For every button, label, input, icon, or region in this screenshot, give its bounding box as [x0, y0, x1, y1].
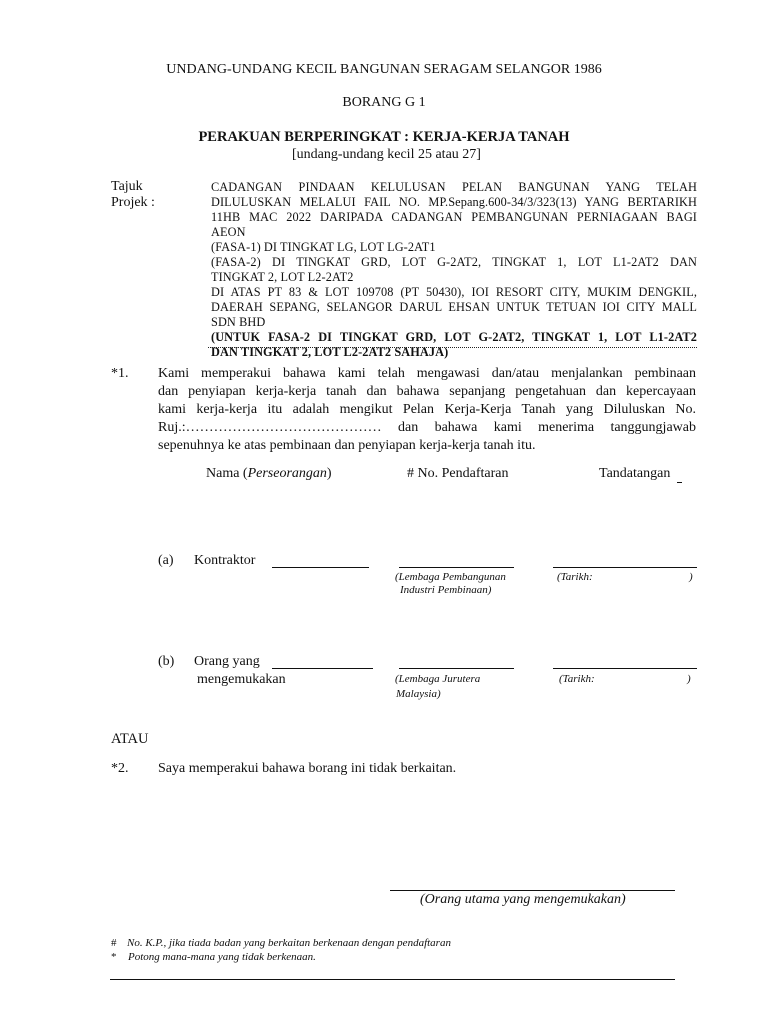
- row-b-signature-line: [553, 668, 697, 669]
- row-b-reg-note: Malaysia): [396, 688, 441, 700]
- row-a-date-label: (Tarikh:: [557, 571, 593, 583]
- row-a-reg-note: (Lembaga Pembangunan: [395, 571, 506, 583]
- project-line: CADANGAN PINDAAN KELULUSAN PELAN BANGUNAN YANG TELAH: [211, 180, 697, 194]
- row-b-marker: (b): [158, 654, 175, 669]
- column-registration: # No. Pendaftaran: [407, 466, 509, 481]
- footnote-hash-text: No. K.P., jika tiada badan yang berkaitan berkenaan dengan pendaftaran: [127, 937, 451, 949]
- project-dotted-rule: [208, 347, 697, 348]
- act-title: UNDANG-UNDANG KECIL BANGUNAN SERAGAM SELANGOR 1986: [166, 62, 602, 77]
- project-line: (FASA-1) DI TINGKAT LG, LOT LG-2AT1: [211, 240, 436, 254]
- project-line: DAERAH SEPANG, SELANGOR DARUL EHSAN UNTUK TETUAN IOI CITY MALL: [211, 300, 697, 314]
- project-line: TINGKAT 2, LOT L2-2AT2: [211, 270, 354, 284]
- project-line: (FASA-2) DI TINGKAT GRD, LOT G-2AT2, TINGKAT 1, LOT L1-2AT2 DAN: [211, 255, 697, 269]
- row-b-label: Orang yang: [194, 654, 260, 669]
- project-label-2: Projek :: [111, 195, 155, 210]
- section1-line: Kami memperakui bahawa kami telah mengawasi dan/atau menjalankan pembinaan: [158, 366, 696, 381]
- row-b-reg-note: (Lembaga Jurutera: [395, 673, 481, 685]
- footnote-star-text: Potong mana-mana yang tidak berkenaan.: [128, 951, 316, 963]
- project-line: DAN TINGKAT 2, LOT L2-2AT2 SAHAJA): [211, 345, 449, 359]
- row-a-registration-line: [399, 567, 514, 568]
- project-line: 11HB MAC 2022 DARIPADA CADANGAN PEMBANGUNAN PERNIAGAAN BAGI: [211, 210, 697, 224]
- project-line: DILULUSKAN MELALUI FAIL NO. MP.Sepang.600-34/3/323(13) YANG BERTARIKH: [211, 195, 697, 209]
- row-a-reg-note: Industri Pembinaan): [400, 584, 492, 596]
- row-b-label-2: mengemukakan: [197, 672, 286, 687]
- form-title: PERAKUAN BERPERINGKAT : KERJA-KERJA TANAH: [198, 129, 570, 145]
- signatory-caption: (Orang utama yang mengemukakan): [420, 892, 626, 907]
- column-signature: Tandatangan: [599, 466, 671, 481]
- project-line: DI ATAS PT 83 & LOT 109708 (PT 50430), IOI RESORT CITY, MUKIM DENGKIL,: [211, 285, 697, 299]
- row-a-signature-line: [553, 567, 697, 568]
- form-subtitle: [undang-undang kecil 25 atau 27]: [292, 147, 481, 162]
- row-a-marker: (a): [158, 553, 174, 568]
- project-label: Tajuk: [111, 179, 143, 194]
- signatory-line: [390, 890, 675, 891]
- section2-marker: *2.: [111, 761, 129, 776]
- footer-rule: [110, 979, 675, 980]
- section1-marker: *1.: [111, 366, 129, 381]
- project-line: (UNTUK FASA-2 DI TINGKAT GRD, LOT G-2AT2, TINGKAT 1, LOT L1-2AT2: [211, 330, 697, 344]
- signature-underline-mark: [677, 482, 682, 483]
- row-b-name-line: [272, 668, 373, 669]
- row-b-date-label: (Tarikh:: [559, 673, 595, 685]
- project-line: SDN BHD: [211, 315, 266, 329]
- footnote-star-mark: *: [111, 951, 117, 963]
- row-b-date-close: ): [687, 673, 691, 685]
- row-a-date-close: ): [689, 571, 693, 583]
- row-b-registration-line: [399, 668, 514, 669]
- section2-text: Saya memperakui bahawa borang ini tidak berkaitan.: [158, 761, 457, 776]
- or-text: ATAU: [111, 731, 149, 747]
- section1-line: kami kerja-kerja itu adalah mengikut Pelan Kerja-Kerja Tanah yang Diluluskan No.: [158, 402, 696, 417]
- row-a-label: Kontraktor: [194, 553, 256, 568]
- form-number: BORANG G 1: [342, 95, 426, 110]
- row-a-name-line: [272, 567, 369, 568]
- section1-line: dan penyiapan kerja-kerja tanah dan bahawa sepanjang pengetahuan dan kepercayaan: [158, 384, 696, 399]
- section1-line: Ruj.:…………………………………… dan bahawa kami menerima tanggungjawab: [158, 420, 696, 435]
- footnote-hash-mark: #: [111, 937, 117, 949]
- section1-line: sepenuhnya ke atas pembinaan dan penyiapan kerja-kerja tanah itu.: [158, 438, 536, 453]
- project-line: AEON: [211, 225, 246, 239]
- column-name: Nama (Perseorangan): [206, 466, 332, 481]
